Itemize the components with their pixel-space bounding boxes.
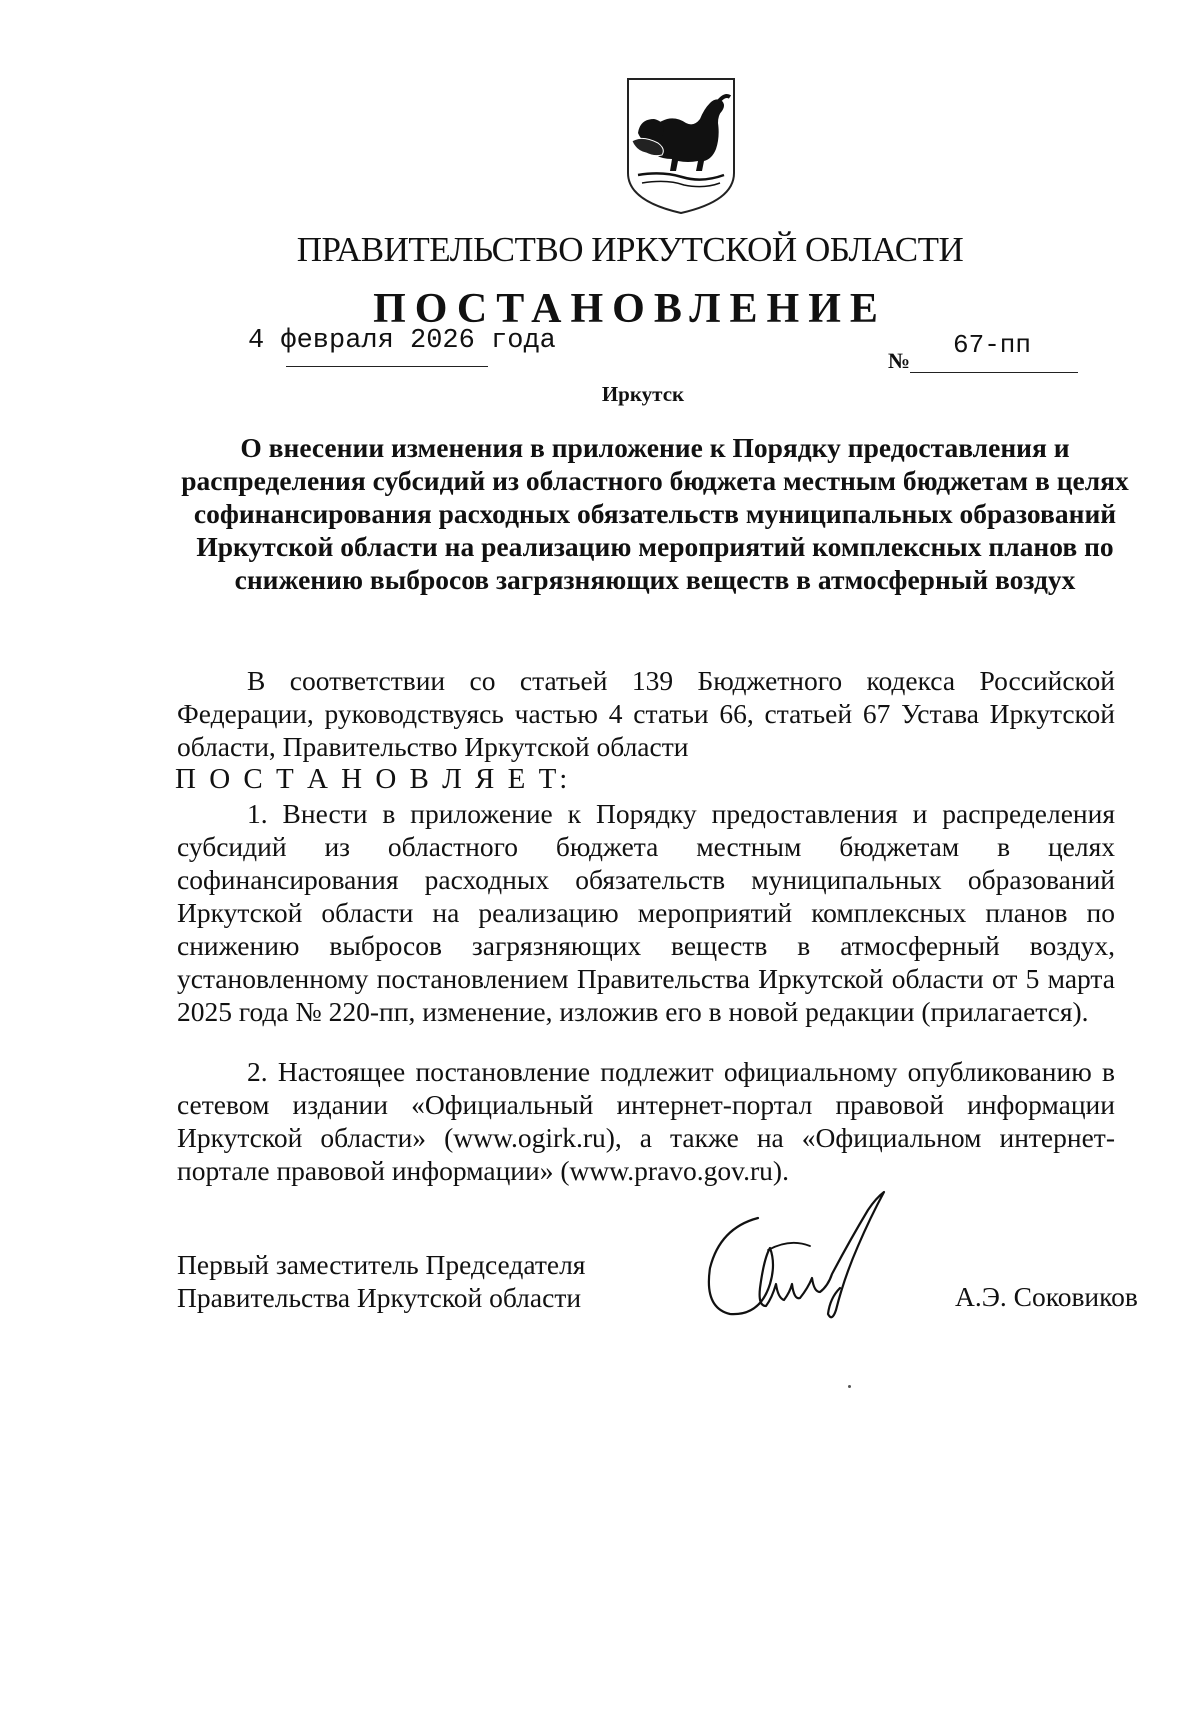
number-sign: № [888,348,911,373]
coat-of-arms-icon [622,75,740,217]
signature-icon [700,1188,930,1358]
decree-item-2: 2. Настоящее постановление подлежит официальному опубликованию в сетевом издании «Официальный интернет-портал правовой информации Иркутской области» (www.ogirk.ru), а также на «Официальном интернет-портале правовой информации» (www.pravo.gov.ru). [177,1056,1115,1186]
scan-speck [848,1385,851,1388]
document-date: 4 февраля 2026 года [248,326,556,356]
document-type-title: ПОСТАНОВЛЕНИЕ [373,286,887,332]
signer-position-line-2: Правительства Иркутской области [177,1282,582,1313]
signer-position-line-1: Первый заместитель Председателя [177,1249,586,1280]
date-underline [286,366,488,367]
number-underline [910,372,1078,373]
preamble-paragraph: В соответствии со статьей 139 Бюджетного кодекса Российской Федерации, руководствуясь частью 4 статьи 66, статьей 67 Устава Иркутской области, Правительство Иркутской области [177,665,1115,762]
government-title: ПРАВИТЕЛЬСТВО ИРКУТСКОЙ ОБЛАСТИ [296,230,964,269]
signer-position [177,1248,585,1314]
decrees-heading: П О С Т А Н О В Л Я Е Т: [175,763,571,795]
decree-item-1: 1. Внести в приложение к Порядку предоставления и распределения субсидий из областного бюджета местным бюджетам в целях софинансирования расходных обязательств муниципальных образований Иркутской области на реализацию мероприятий комплексных планов по снижению выбросов загрязняющих веществ в атмосферный воздух, установленному постановлением Правительства Иркутской области от 5 марта 2025 года № 220-пп, изменение, изложив его в новой редакции (прилагается). [177,798,1115,1027]
document-number: 67-пп [953,330,1032,360]
document-subject: О внесении изменения в приложение к Порядку предоставления и распределения субсидий из областного бюджета местным бюджетам в целях софинансирования расходных обязательств муниципальных образований Иркутской области на реализацию мероприятий комплексных планов по снижению выбросов загрязняющих веществ в атмосферный воздух [181,432,1129,595]
city-name: Иркутск [601,382,685,406]
signer-name: А.Э. Соковиков [955,1281,1138,1312]
